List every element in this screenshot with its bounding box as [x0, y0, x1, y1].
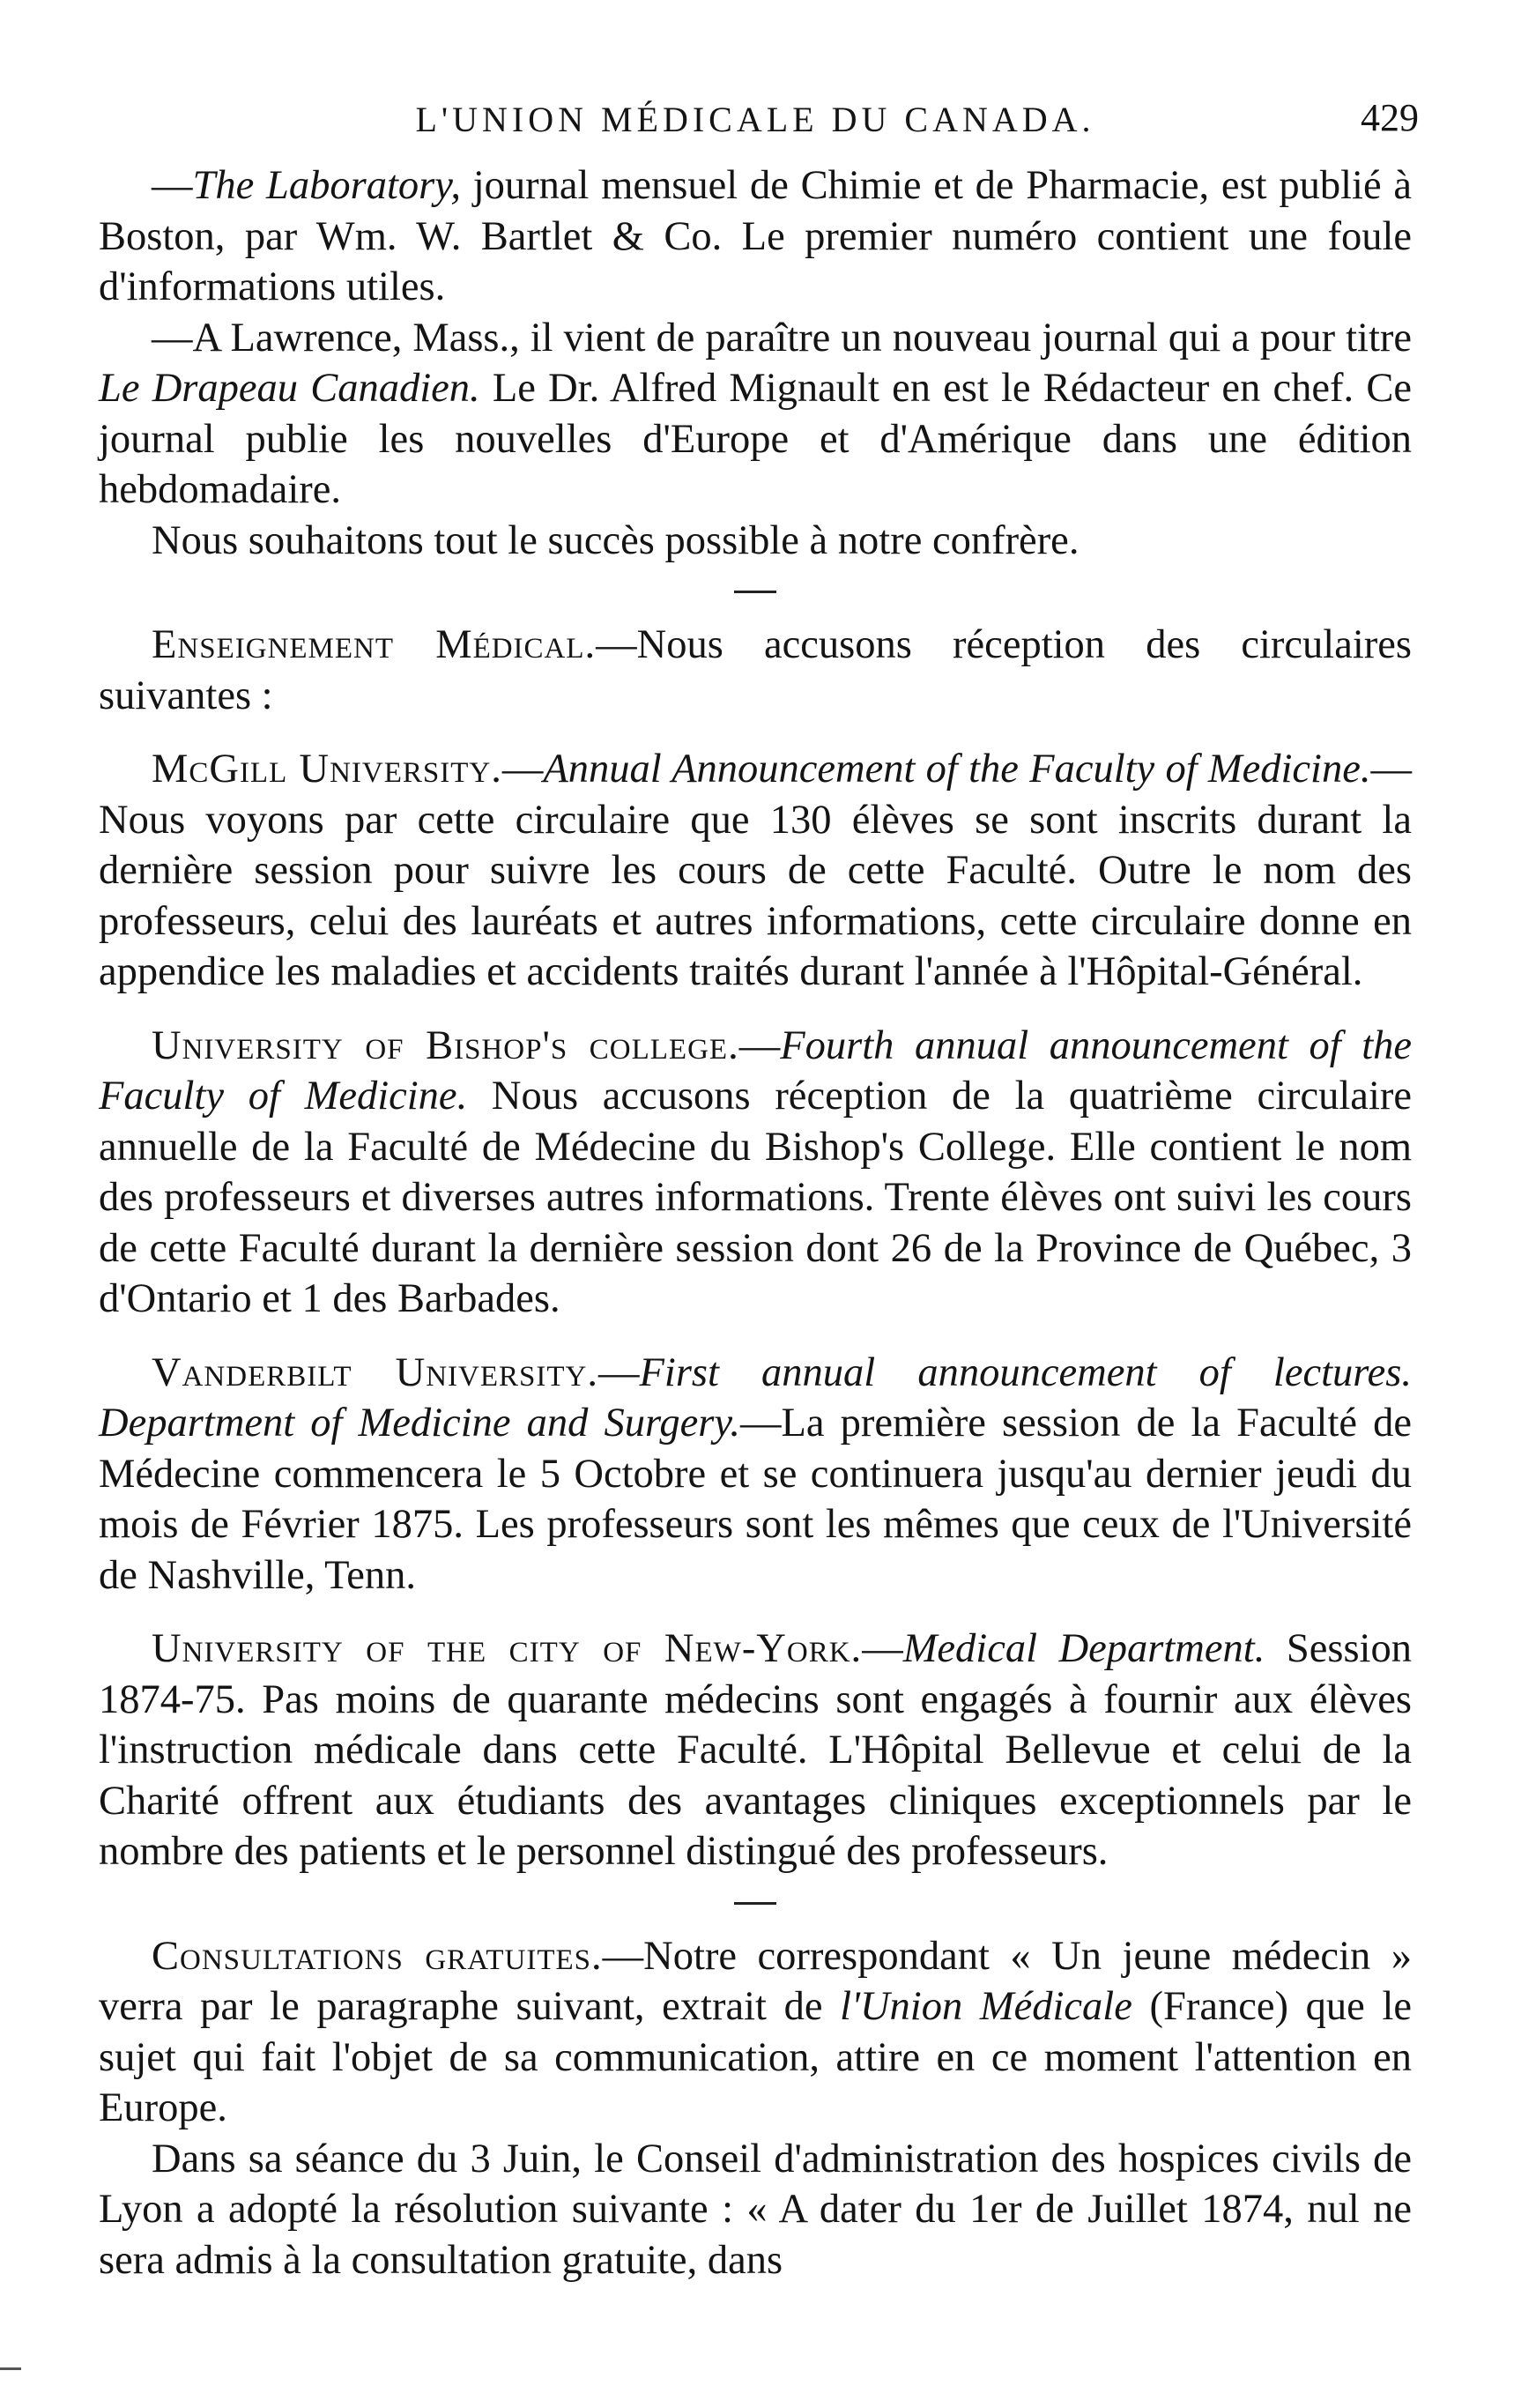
publication-title: Medical Department. [902, 1626, 1265, 1671]
paragraph-consultations [99, 1931, 1412, 2134]
margin-mark [0, 2367, 21, 2370]
section-divider [734, 1902, 776, 1905]
section-divider [734, 591, 776, 593]
section-heading: University of the city of New-York. [152, 1626, 863, 1671]
paragraph-text: Dans sa séance du 3 Juin, le Conseil d'administration des hospices civils de Lyon a adopté la résolution suivante : « A dater du 1er de Juillet 1874, nul ne sera admis à la consultation gratuite, dans [99, 2136, 1412, 2283]
paragraph-text: (France) que le sujet qui fait l'objet de sa communication, attire en ce moment l'attention en Europe. [99, 1984, 1413, 2130]
journal-title: The Laboratory, [192, 163, 461, 208]
paragraph-wishes [99, 516, 1412, 567]
section-heading: Consultations gratuites. [152, 1933, 603, 1979]
section-heading: Vanderbilt University. [152, 1349, 599, 1395]
paragraph-text: Session 1874-75. Pas moins de quarante médecins sont engagés à fournir aux élèves l'instruction médicale dans cette Faculté. L'Hôpital Bellevue et celui de la Charité offrent aux étudiants des avantages cliniques exceptionnels par le nombre des patients et le personnel distingué des professeurs. [99, 1626, 1412, 1874]
journal-title: l'Union Médicale [840, 1984, 1132, 2029]
section-heading: Enseignement Médical. [152, 622, 597, 667]
publication-title: Annual Announcement of the Faculty of Medicine. [543, 747, 1371, 792]
section-heading: McGill University. [152, 747, 502, 792]
section-heading: University of Bishop's college. [152, 1022, 739, 1068]
paragraph-bishops: University of Bishop's college.—Fourth annual announcement of the Faculty of Medicine. Nous accusons réception de la quatrième circulaire annuelle de la Faculté de Médecine du Bishop's College. Elle contient le nom des professeurs et diverses autres informations. Trente élèves ont suivi les cours de cette Faculté durant la dernière session dont 26 de la Province de Québec, 3 d'Ontario et 1 des Barbades. [99, 1022, 1413, 1321]
article-body [99, 160, 1412, 2285]
paragraph-text: —La première session de la Faculté de Médecine commencera le 5 Octobre et se continuera jusqu'au dernier jeudi du mois de Février 1875. Les professeurs sont les mêmes que ceux de l'Université de Nashville, Tenn. [99, 1401, 1412, 1598]
paragraph-lyon [99, 2134, 1412, 2286]
journal-title: Le Drapeau Canadien. [99, 366, 480, 411]
paragraph-text: —Notre correspondant « Un jeune médecin » verra par le paragraphe suivant, extrait de [99, 1933, 1412, 2029]
paragraph-vanderbilt: Vanderbilt University.—First annual announcement of lectures. Department of Medicine and Surgery.—La première session de la Faculté de Médecine commencera le 5 Octobre et se continuera jusqu'au dernier jeudi du mois de Février 1875. Les professeurs sont les mêmes que ceux de l'Université de Nashville, Tenn. [99, 1349, 1413, 1598]
paragraph-drapeau-canadien: —A Lawrence, Mass., il vient de paraître un nouveau journal qui a pour titre Le Drapeau Canadien. Le Dr. Alfred Mignault en est le Rédacteur en chef. Ce journal publie les nouvelles d'Europe et d'Amérique dans une édition hebdomadaire. [99, 315, 1412, 512]
paragraph-text: journal mensuel de Chimie et de Pharmacie, est publié à Boston, par Wm. W. Bartlet & Co. Le premier numéro contient une foule d'informations utiles. [99, 163, 1413, 309]
paragraph-mcgill: McGill University.—Annual Announcement of the Faculty of Medicine.—Nous voyons par cette circulaire que 130 élèves se sont inscrits durant la dernière session pour suivre les cours de cette Faculté. Outre le nom des professeurs, celui des lauréats et autres informations, cette circulaire donne en appendice les maladies et accidents traités durant l'année à l'Hôpital-Général. [99, 747, 1412, 994]
publication-title: Fourth annual announcement of the Faculty of Medicine. [99, 1022, 1413, 1119]
paragraph-text: A Lawrence, Mass., il vient de paraître un nouveau journal qui a pour titre [192, 315, 1412, 360]
page [99, 92, 1419, 2285]
paragraph-text: —Nous accusons réception des circulaires suivantes : [99, 622, 1412, 718]
paragraph-laboratory: —The Laboratory, journal mensuel de Chimie et de Pharmacie, est publié à Boston, par Wm. W. Bartlet & Co. Le premier numéro contient une foule d'informations utiles. [99, 163, 1413, 309]
paragraph-new-york: University of the city of New-York.—Medical Department. Session 1874-75. Pas moins de quarante médecins sont engagés à fournir aux élèves l'instruction médicale dans cette Faculté. L'Hôpital Bellevue et celui de la Charité offrent aux étudiants des avantages cliniques exceptionnels par le nombre des patients et le personnel distingué des professeurs. [99, 1626, 1412, 1874]
publication-title: First annual announcement of lectures. Department of Medicine and Surgery. [99, 1349, 1413, 1446]
paragraph-text: Nous accusons réception de la quatrième circulaire annuelle de la Faculté de Médecine du Bishop's College. Elle contient le nom des professeurs et diverses autres informations. Trente élèves ont suivi les cours de cette Faculté durant la dernière session dont 26 de la Province de Québec, 3 d'Ontario et 1 des Barbades. [99, 1074, 1412, 1321]
paragraph-enseignement-medical [99, 620, 1412, 721]
paragraph-text: Le Dr. Alfred Mignault en est le Rédacteur en chef. Ce journal publie les nouvelles d'Europe et d'Amérique dans une édition hebdomadaire. [99, 366, 1412, 512]
paragraph-text: Nous souhaitons tout le succès possible à notre confrère. [152, 517, 1080, 563]
running-title: L'UNION MÉDICALE DU CANADA. [415, 100, 1095, 139]
paragraph-text: —Nous voyons par cette circulaire que 130 élèves se sont inscrits durant la dernière session pour suivre les cours de cette Faculté. Outre le nom des professeurs, celui des lauréats et autres informations, cette circulaire donne en appendice les maladies et accidents traités durant l'année à l'Hôpital-Général. [99, 747, 1412, 994]
page-header [99, 92, 1419, 160]
page-number: 429 [1361, 96, 1419, 139]
